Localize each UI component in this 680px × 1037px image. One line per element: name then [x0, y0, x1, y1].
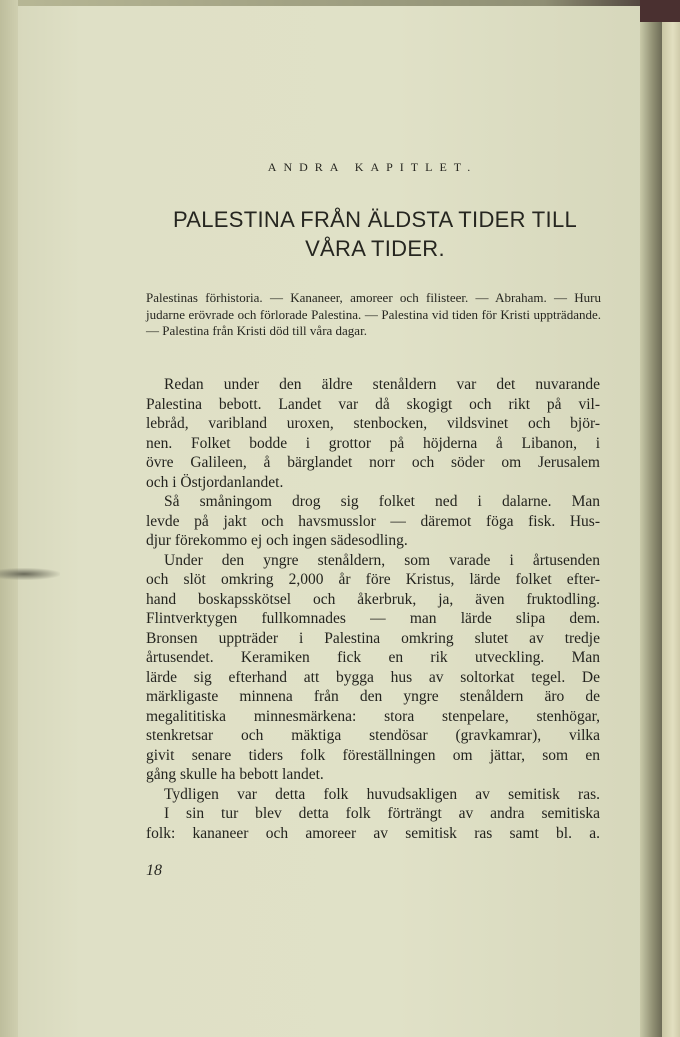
body-line: nen. Folket bodde i grottor på höjderna å Libanon, i: [146, 434, 600, 452]
body-line: stenkretsar och mäktiga stendösar (gravkamrar), vilka: [146, 727, 600, 744]
body-line: Under den yngre stenåldern, som varade i årtusenden: [164, 551, 600, 569]
body-line: I sin tur blev detta folk förträngt av andra semitiska: [164, 805, 600, 822]
body-line: megalititiska minnesmärkena: stora stenpelare, stenhögar,: [146, 707, 600, 725]
body-line: lärde sig efterhand att bygga hus av soltorkat tegel. De: [146, 668, 600, 686]
body-line: givit senare tiders folk föreställningen om jättar, som en: [146, 746, 600, 764]
left-page-margin: [0, 0, 18, 1037]
body-line: och i Östjordanlandet.: [146, 473, 284, 491]
body-line: märkligaste minnena från den yngre stenåldern äro de: [146, 688, 600, 705]
chapter-title: PALESTINA FRÅN ÄLDSTA TIDER TILL VÅRA TIDER.: [172, 207, 578, 261]
body-line: årtusendet. Keramiken fick en rik utveckling. Man: [146, 649, 600, 666]
body-line: lebråd, varibland uroxen, stenbocken, vildsvinet och björ-: [146, 415, 600, 432]
body-line: gång skulle ha bebott landet.: [146, 766, 324, 783]
body-line: övre Galileen, å bärglandet norr och söder om Jerusalem: [146, 454, 600, 471]
body-line: Så småningom drog sig folket ned i dalarne. Man: [164, 493, 600, 510]
body-line: Tydligen var detta folk huvudsakligen av semitisk ras.: [164, 785, 600, 803]
body-line: hand boskapsskötsel och åkerbruk, ja, även fruktodling.: [146, 590, 600, 608]
body-line: Bronsen uppträder i Palestina omkring slutet av tredje: [146, 629, 600, 647]
chapter-label: ANDRA KAPITLET.: [267, 160, 478, 174]
body-line: levde på jakt och havsmusslor — däremot föga fisk. Hus-: [146, 512, 600, 530]
body-line: och slöt omkring 2,000 år före Kristus, lärde folket efter-: [146, 571, 600, 588]
body-line: Redan under den äldre stenåldern var det nuvarande: [164, 376, 600, 393]
chapter-summary: Palestinas förhistoria. — Kananeer, amoreer och filisteer. — Abraham. — Huru judarne erövrade och förlorade Palestina. — Palestina vid tiden för Kristi uppträdande. — Palestina från Kristi död till våra dagar.: [146, 290, 601, 338]
body-line: djur förekommo ej och ingen sädesodling.: [146, 532, 408, 549]
spine-shadow: [640, 0, 662, 1037]
body-line: folk: kananeer och amoreer av semitisk ras samt bl. a.: [146, 824, 600, 842]
book-cover-corner: [640, 0, 680, 22]
page-number: 18: [146, 862, 162, 879]
facing-page-edge: [662, 0, 680, 1037]
body-line: Palestina bebott. Landet var då skogigt och rikt på vil-: [146, 395, 600, 413]
binding-thread-mark: [0, 568, 60, 580]
body-line: Flintverktygen fullkomnades — man lärde slipa dem.: [146, 610, 600, 627]
